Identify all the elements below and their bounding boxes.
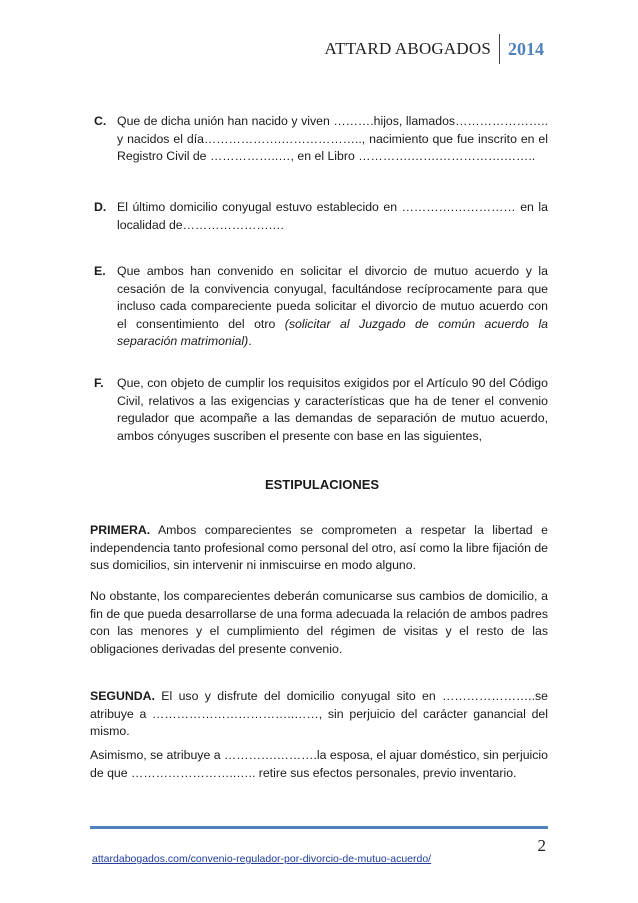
list-item-f [94, 375, 548, 445]
clause-text: Ambos comparecientes se comprometen a respetar la libertad e independencia tanto profesional como personal del otro, así como la libre fijación de sus domicilios, sin intervenir ni inmiscuirse en modo alguno. [90, 523, 548, 573]
item-text: El último domicilio conyugal estuvo establecido en ………….…………… en la localidad de………………….… [117, 200, 548, 232]
footer-source-link[interactable]: attardabogados.com/convenio-regulador-por-divorcio-de-mutuo-acuerdo/ [92, 853, 432, 865]
clause-lead: SEGUNDA. [90, 689, 155, 703]
clause-paragraph [90, 588, 548, 658]
header-title: ATTARD ABOGADOS [325, 34, 500, 64]
item-text: Que, con objeto de cumplir los requisitos exigidos por el Artículo 90 del Código Civil, relativos a las exigencias y características que ha de tener el convenio regulador que acompañe a las demandas de separación de mutuo acuerdo, ambos cónyuges suscriben el presente con base en las siguientes, [117, 376, 548, 443]
list-item-d [94, 199, 548, 234]
section-title: ESTIPULACIONES [264, 477, 380, 492]
item-text: Que de dicha unión han nacido y viven ……….hijos, llamados………………….. y nacidos el día……………….……………….., nacimiento que fue inscrito en el Registro Civil de ……………..…, en el Libro ………….…….…………….…….. [117, 114, 548, 164]
item-italic-note: (solicitar al Juzgado de común acuerdo la separación matrimonial) [117, 316, 549, 349]
clause-text: No obstante, los comparecientes deberán comunicarse sus cambios de domicilio, a fin de que pueda desarrollarse de una forma adecuada la relación de ambos padres con las menores y el cumplimiento del régimen de visitas y el resto de las obligaciones derivadas del presente convenio. [90, 589, 548, 656]
header-year: 2014 [508, 39, 544, 59]
item-letter: F. [94, 376, 104, 390]
clause-text: El uso y disfrute del domicilio conyugal sito en …………………..se atribuye a ……………………………..……, sin perjuicio del carácter ganancial del mismo. [90, 689, 548, 739]
footer-divider [90, 826, 548, 829]
clause-text: Asimismo, se atribuye a ………….……….la esposa, el ajuar doméstico, sin perjuicio de que ……………………..….. retire sus efectos personales, previo inventario. [90, 748, 548, 780]
clause-segunda [90, 688, 548, 741]
clause-primera [90, 522, 548, 575]
page-number: 2 [537, 836, 546, 855]
list-item-c [94, 113, 548, 166]
page-header [325, 34, 544, 64]
list-item-e [94, 263, 548, 351]
item-text: Que ambos han convenido en solicitar el divorcio de mutuo acuerdo y la cesación de la convivencia conyugal, facultándose recíprocamente para que incluso cada compareciente pueda solicitar el divorcio de mutuo acuerdo con el consentimiento del otro (solicitar al Juzgado de común acuerdo la separación matrimonial). [117, 264, 549, 349]
item-letter: D. [94, 200, 107, 214]
clause-lead: PRIMERA. [90, 523, 151, 537]
item-letter: E. [94, 264, 106, 278]
item-letter: C. [94, 114, 107, 128]
clause-paragraph [90, 747, 548, 782]
